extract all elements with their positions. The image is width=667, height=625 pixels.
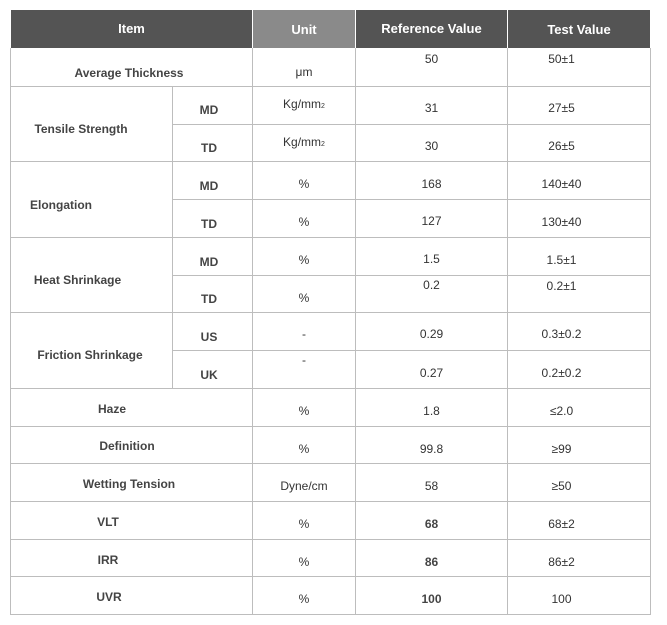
item-friction-shrinkage: Friction Shrinkage bbox=[37, 348, 143, 362]
sub-elongation-td: TD bbox=[201, 217, 217, 231]
header-reference-value: Reference Value bbox=[356, 10, 507, 48]
grid-line bbox=[10, 86, 651, 87]
unit-uvr: % bbox=[298, 592, 310, 606]
item-wetting-tension: Wetting Tension bbox=[82, 477, 176, 491]
reference-average-thickness: 50 bbox=[424, 52, 439, 66]
grid-line bbox=[10, 501, 651, 502]
reference-uvr: 100 bbox=[421, 592, 442, 606]
item-haze: Haze bbox=[97, 402, 126, 416]
unit-haze: % bbox=[298, 404, 310, 418]
test-friction-uk: 0.2±0.2 bbox=[541, 366, 582, 380]
item-irr: IRR bbox=[97, 553, 119, 567]
reference-definition: 99.8 bbox=[419, 442, 444, 456]
test-haze: ≤2.0 bbox=[549, 404, 574, 418]
header-test-value: Test Value bbox=[508, 10, 650, 48]
reference-elongation-td: 127 bbox=[421, 214, 442, 228]
unit-elongation-td: % bbox=[298, 215, 310, 229]
reference-tensile-md: 31 bbox=[424, 101, 439, 115]
sub-elongation-md: MD bbox=[199, 179, 219, 193]
test-irr: 86±2 bbox=[548, 555, 575, 569]
reference-heat-td: 0.2 bbox=[423, 278, 440, 292]
unit-vlt: % bbox=[298, 517, 310, 531]
reference-haze: 1.8 bbox=[423, 404, 440, 418]
sub-heat-td: TD bbox=[201, 292, 217, 306]
unit-wetting-tension: Dyne/cm bbox=[280, 479, 328, 493]
sub-tensile-md: MD bbox=[199, 103, 219, 117]
item-average-thickness: Average Thickness bbox=[74, 66, 184, 80]
grid-line bbox=[10, 237, 651, 238]
unit-tensile-td: Kg/mm2 bbox=[283, 135, 325, 149]
grid-line bbox=[10, 539, 651, 540]
unit-elongation-md: % bbox=[298, 177, 310, 191]
item-heat-shrinkage: Heat Shrinkage bbox=[33, 273, 122, 287]
unit-definition: % bbox=[298, 442, 310, 456]
grid-line bbox=[172, 199, 651, 200]
reference-friction-us: 0.29 bbox=[419, 327, 444, 341]
unit-irr: % bbox=[298, 555, 310, 569]
unit-heat-td: % bbox=[298, 291, 310, 305]
test-tensile-td: 26±5 bbox=[548, 139, 575, 153]
grid-line bbox=[10, 463, 651, 464]
grid-line bbox=[650, 48, 651, 615]
item-elongation: Elongation bbox=[30, 198, 92, 212]
test-vlt: 68±2 bbox=[548, 517, 575, 531]
grid-line bbox=[172, 350, 651, 351]
header-item: Item bbox=[11, 10, 252, 48]
test-tensile-md: 27±5 bbox=[548, 101, 575, 115]
unit-friction-us: - bbox=[302, 327, 306, 341]
item-tensile-strength: Tensile Strength bbox=[34, 122, 128, 136]
sub-friction-uk: UK bbox=[200, 368, 218, 382]
test-elongation-td: 130±40 bbox=[541, 215, 582, 229]
test-friction-us: 0.3±0.2 bbox=[541, 327, 582, 341]
sub-friction-us: US bbox=[200, 330, 218, 344]
item-uvr: UVR bbox=[96, 590, 122, 604]
reference-tensile-td: 30 bbox=[424, 139, 439, 153]
grid-line bbox=[10, 388, 651, 389]
grid-line bbox=[10, 161, 651, 162]
reference-heat-md: 1.5 bbox=[423, 252, 440, 266]
unit-tensile-md: Kg/mm2 bbox=[283, 97, 325, 111]
grid-line bbox=[10, 576, 651, 577]
reference-friction-uk: 0.27 bbox=[419, 366, 444, 380]
item-vlt: VLT bbox=[97, 515, 119, 529]
test-heat-td: 0.2±1 bbox=[546, 279, 577, 293]
header-unit: Unit bbox=[253, 10, 355, 48]
unit-average-thickness: μm bbox=[295, 65, 313, 79]
grid-line bbox=[10, 312, 651, 313]
reference-irr: 86 bbox=[424, 555, 439, 569]
test-heat-md: 1.5±1 bbox=[546, 253, 577, 267]
reference-elongation-md: 168 bbox=[421, 177, 442, 191]
reference-wetting-tension: 58 bbox=[424, 479, 439, 493]
grid-line bbox=[172, 124, 651, 125]
reference-vlt: 68 bbox=[424, 517, 439, 531]
sub-tensile-td: TD bbox=[201, 141, 217, 155]
unit-heat-md: % bbox=[298, 253, 310, 267]
test-wetting-tension: ≥50 bbox=[551, 479, 572, 493]
test-elongation-md: 140±40 bbox=[541, 177, 582, 191]
grid-line bbox=[172, 275, 651, 276]
item-definition: Definition bbox=[99, 439, 155, 453]
sub-heat-md: MD bbox=[199, 255, 219, 269]
test-definition: ≥99 bbox=[551, 442, 572, 456]
test-average-thickness: 50±1 bbox=[548, 52, 575, 66]
test-uvr: 100 bbox=[551, 592, 572, 606]
grid-line bbox=[10, 614, 651, 615]
grid-line bbox=[10, 426, 651, 427]
unit-friction-uk: - bbox=[302, 353, 306, 367]
